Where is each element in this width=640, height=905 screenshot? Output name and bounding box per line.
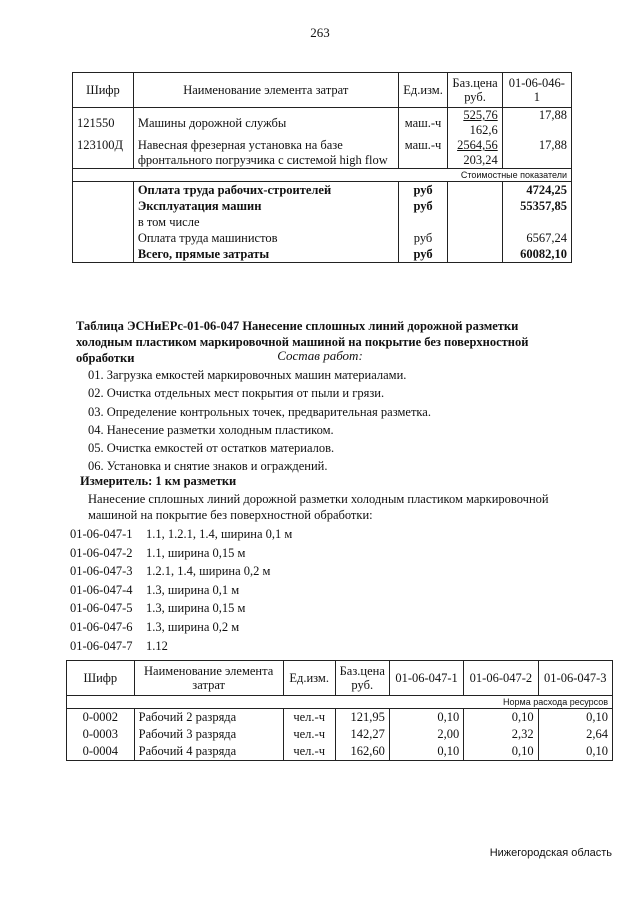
- cell-value: 60082,10: [502, 246, 571, 263]
- code-id: 01-06-047-2: [70, 545, 133, 560]
- list-item: [70, 637, 292, 656]
- cell-value: 2,32: [464, 726, 538, 743]
- table-row: [67, 743, 613, 761]
- code-text: 1.1, ширина 0,15 м: [146, 545, 246, 560]
- table-row: [73, 198, 572, 214]
- table-row: [73, 138, 572, 169]
- cell-value: 0,10: [389, 709, 463, 727]
- header-code: Шифр: [67, 661, 135, 696]
- cell-unit: руб: [398, 230, 448, 246]
- code-text: 1.12: [146, 638, 168, 653]
- cell-price: 162,60: [335, 743, 389, 761]
- cell-name: Оплата труда рабочих-строителей: [133, 182, 398, 199]
- cell-code: 123100Д: [73, 138, 134, 169]
- footer-region: Нижегородская область: [489, 847, 612, 859]
- cell-value: 17,88: [502, 108, 571, 139]
- work-list: [88, 366, 431, 476]
- table-row: [73, 214, 572, 230]
- resource-norm-table: [66, 660, 613, 761]
- cell-value: 4724,25: [502, 182, 571, 199]
- cell-code: 0-0002: [67, 709, 135, 727]
- cell-name: Эксплуатация машин: [133, 198, 398, 214]
- cell-name: Машины дорожной службы: [133, 108, 398, 139]
- cell-value: 0,10: [464, 709, 538, 727]
- header-price: Баз.цена руб.: [448, 73, 502, 108]
- header-price: Баз.цена руб.: [335, 661, 389, 696]
- code-list: [70, 525, 292, 655]
- header-norm-1: 01-06-047-1: [389, 661, 463, 696]
- header-code: Шифр: [73, 73, 134, 108]
- list-item: [70, 544, 292, 563]
- code-id: 01-06-047-7: [70, 638, 133, 653]
- list-item: 05. Очистка емкостей от остатков материалов.: [88, 441, 335, 456]
- code-id: 01-06-047-3: [70, 564, 133, 579]
- table-row: [73, 182, 572, 199]
- table-row: [67, 709, 613, 727]
- table-row: [67, 726, 613, 743]
- list-item: [70, 618, 292, 637]
- list-item: 06. Установка и снятие знаков и ограждений.: [88, 459, 328, 474]
- list-item: 03. Определение контрольных точек, предварительная разметка.: [88, 404, 431, 419]
- table-row: [73, 230, 572, 246]
- list-item: [70, 562, 292, 581]
- cell-unit: чел.-ч: [283, 743, 335, 761]
- list-item: 01. Загрузка емкостей маркировочных машин материалами.: [88, 368, 407, 382]
- cell-value: 2,00: [389, 726, 463, 743]
- cell-value: 0,10: [538, 743, 612, 761]
- header-norm: 01-06-046-1: [502, 73, 571, 108]
- cell-value: 0,10: [464, 743, 538, 761]
- cell-unit: руб: [398, 246, 448, 263]
- subheader-cost: Стоимостные показатели: [73, 169, 572, 182]
- cell-value: 17,88: [502, 138, 571, 169]
- header-unit: Ед.изм.: [398, 73, 448, 108]
- cell-unit: чел.-ч: [283, 709, 335, 727]
- cell-price: 525,76: [463, 108, 498, 122]
- cell-price: 142,27: [335, 726, 389, 743]
- code-text: 1.2.1, 1.4, ширина 0,2 м: [146, 564, 271, 579]
- header-norm-3: 01-06-047-3: [538, 661, 612, 696]
- code-text: 1.3, ширина 0,15 м: [146, 601, 246, 616]
- code-id: 01-06-047-6: [70, 619, 133, 634]
- cell-name: Рабочий 4 разряда: [134, 743, 283, 761]
- cell-price: 121,95: [335, 709, 389, 727]
- list-item: [70, 599, 292, 618]
- cell-unit: руб: [398, 182, 448, 199]
- list-item: [70, 581, 292, 600]
- work-composition-heading: Состав работ:: [277, 348, 363, 363]
- cell-name: Оплата труда машинистов: [133, 230, 398, 246]
- cell-unit: чел.-ч: [283, 726, 335, 743]
- cell-unit: маш.-ч: [398, 138, 448, 169]
- work-description: Нанесение сплошных линий дорожной разметки холодным пластиком маркировочной машиной на покрытие без поверхностной обработки:: [88, 492, 549, 522]
- cell-code: 0-0004: [67, 743, 135, 761]
- cell-unit: маш.-ч: [398, 108, 448, 139]
- cell-name: Рабочий 3 разряда: [134, 726, 283, 743]
- table-row: [73, 108, 572, 139]
- code-text: 1.3, ширина 0,2 м: [146, 619, 240, 634]
- cell-code: 121550: [73, 108, 134, 139]
- page-number: 263: [310, 25, 330, 40]
- code-text: 1.1, 1.2.1, 1.4, ширина 0,1 м: [146, 527, 293, 541]
- cell-value: 0,10: [538, 709, 612, 727]
- cell-value: 2,64: [538, 726, 612, 743]
- list-item: 04. Нанесение разметки холодным пластиком.: [88, 422, 334, 437]
- cell-code: 0-0003: [67, 726, 135, 743]
- list-item: 02. Очистка отдельных мест покрытия от пыли и грязи.: [88, 386, 385, 401]
- code-text: 1.3, ширина 0,1 м: [146, 582, 240, 597]
- cell-price-sub: 203,24: [463, 153, 498, 167]
- cell-name: в том числе: [133, 214, 398, 230]
- measure-unit: Измеритель: 1 км разметки: [80, 474, 237, 488]
- header-name: Наименование элемента затрат: [133, 73, 398, 108]
- machines-cost-table: [72, 72, 572, 263]
- cell-name: Всего, прямые затраты: [133, 246, 398, 263]
- cell-price-sub: 162,6: [469, 123, 498, 137]
- cell-value: 6567,24: [502, 230, 571, 246]
- cell-name: Рабочий 2 разряда: [134, 709, 283, 727]
- cell-value: 0,10: [389, 743, 463, 761]
- code-id: 01-06-047-1: [70, 527, 133, 541]
- cell-value: 55357,85: [502, 198, 571, 214]
- list-item: [70, 525, 292, 544]
- table-row: [73, 246, 572, 263]
- cell-price: 2564,56: [457, 138, 498, 152]
- code-id: 01-06-047-4: [70, 582, 133, 597]
- cell-name: Навесная фрезерная установка на базе фронтального погрузчика с системой high flow: [133, 138, 398, 169]
- header-name: Наименование элемента затрат: [134, 661, 283, 696]
- code-id: 01-06-047-5: [70, 601, 133, 616]
- cell-unit: руб: [398, 198, 448, 214]
- header-norm-2: 01-06-047-2: [464, 661, 538, 696]
- subheader-norm: Норма расхода ресурсов: [67, 696, 613, 709]
- section-title: Таблица ЭСНиЕРс-01-06-047 Нанесение сплошных линий дорожной разметки холодным пластиком маркировочной машиной на покрытие без поверхностной обработки: [76, 319, 529, 365]
- header-unit: Ед.изм.: [283, 661, 335, 696]
